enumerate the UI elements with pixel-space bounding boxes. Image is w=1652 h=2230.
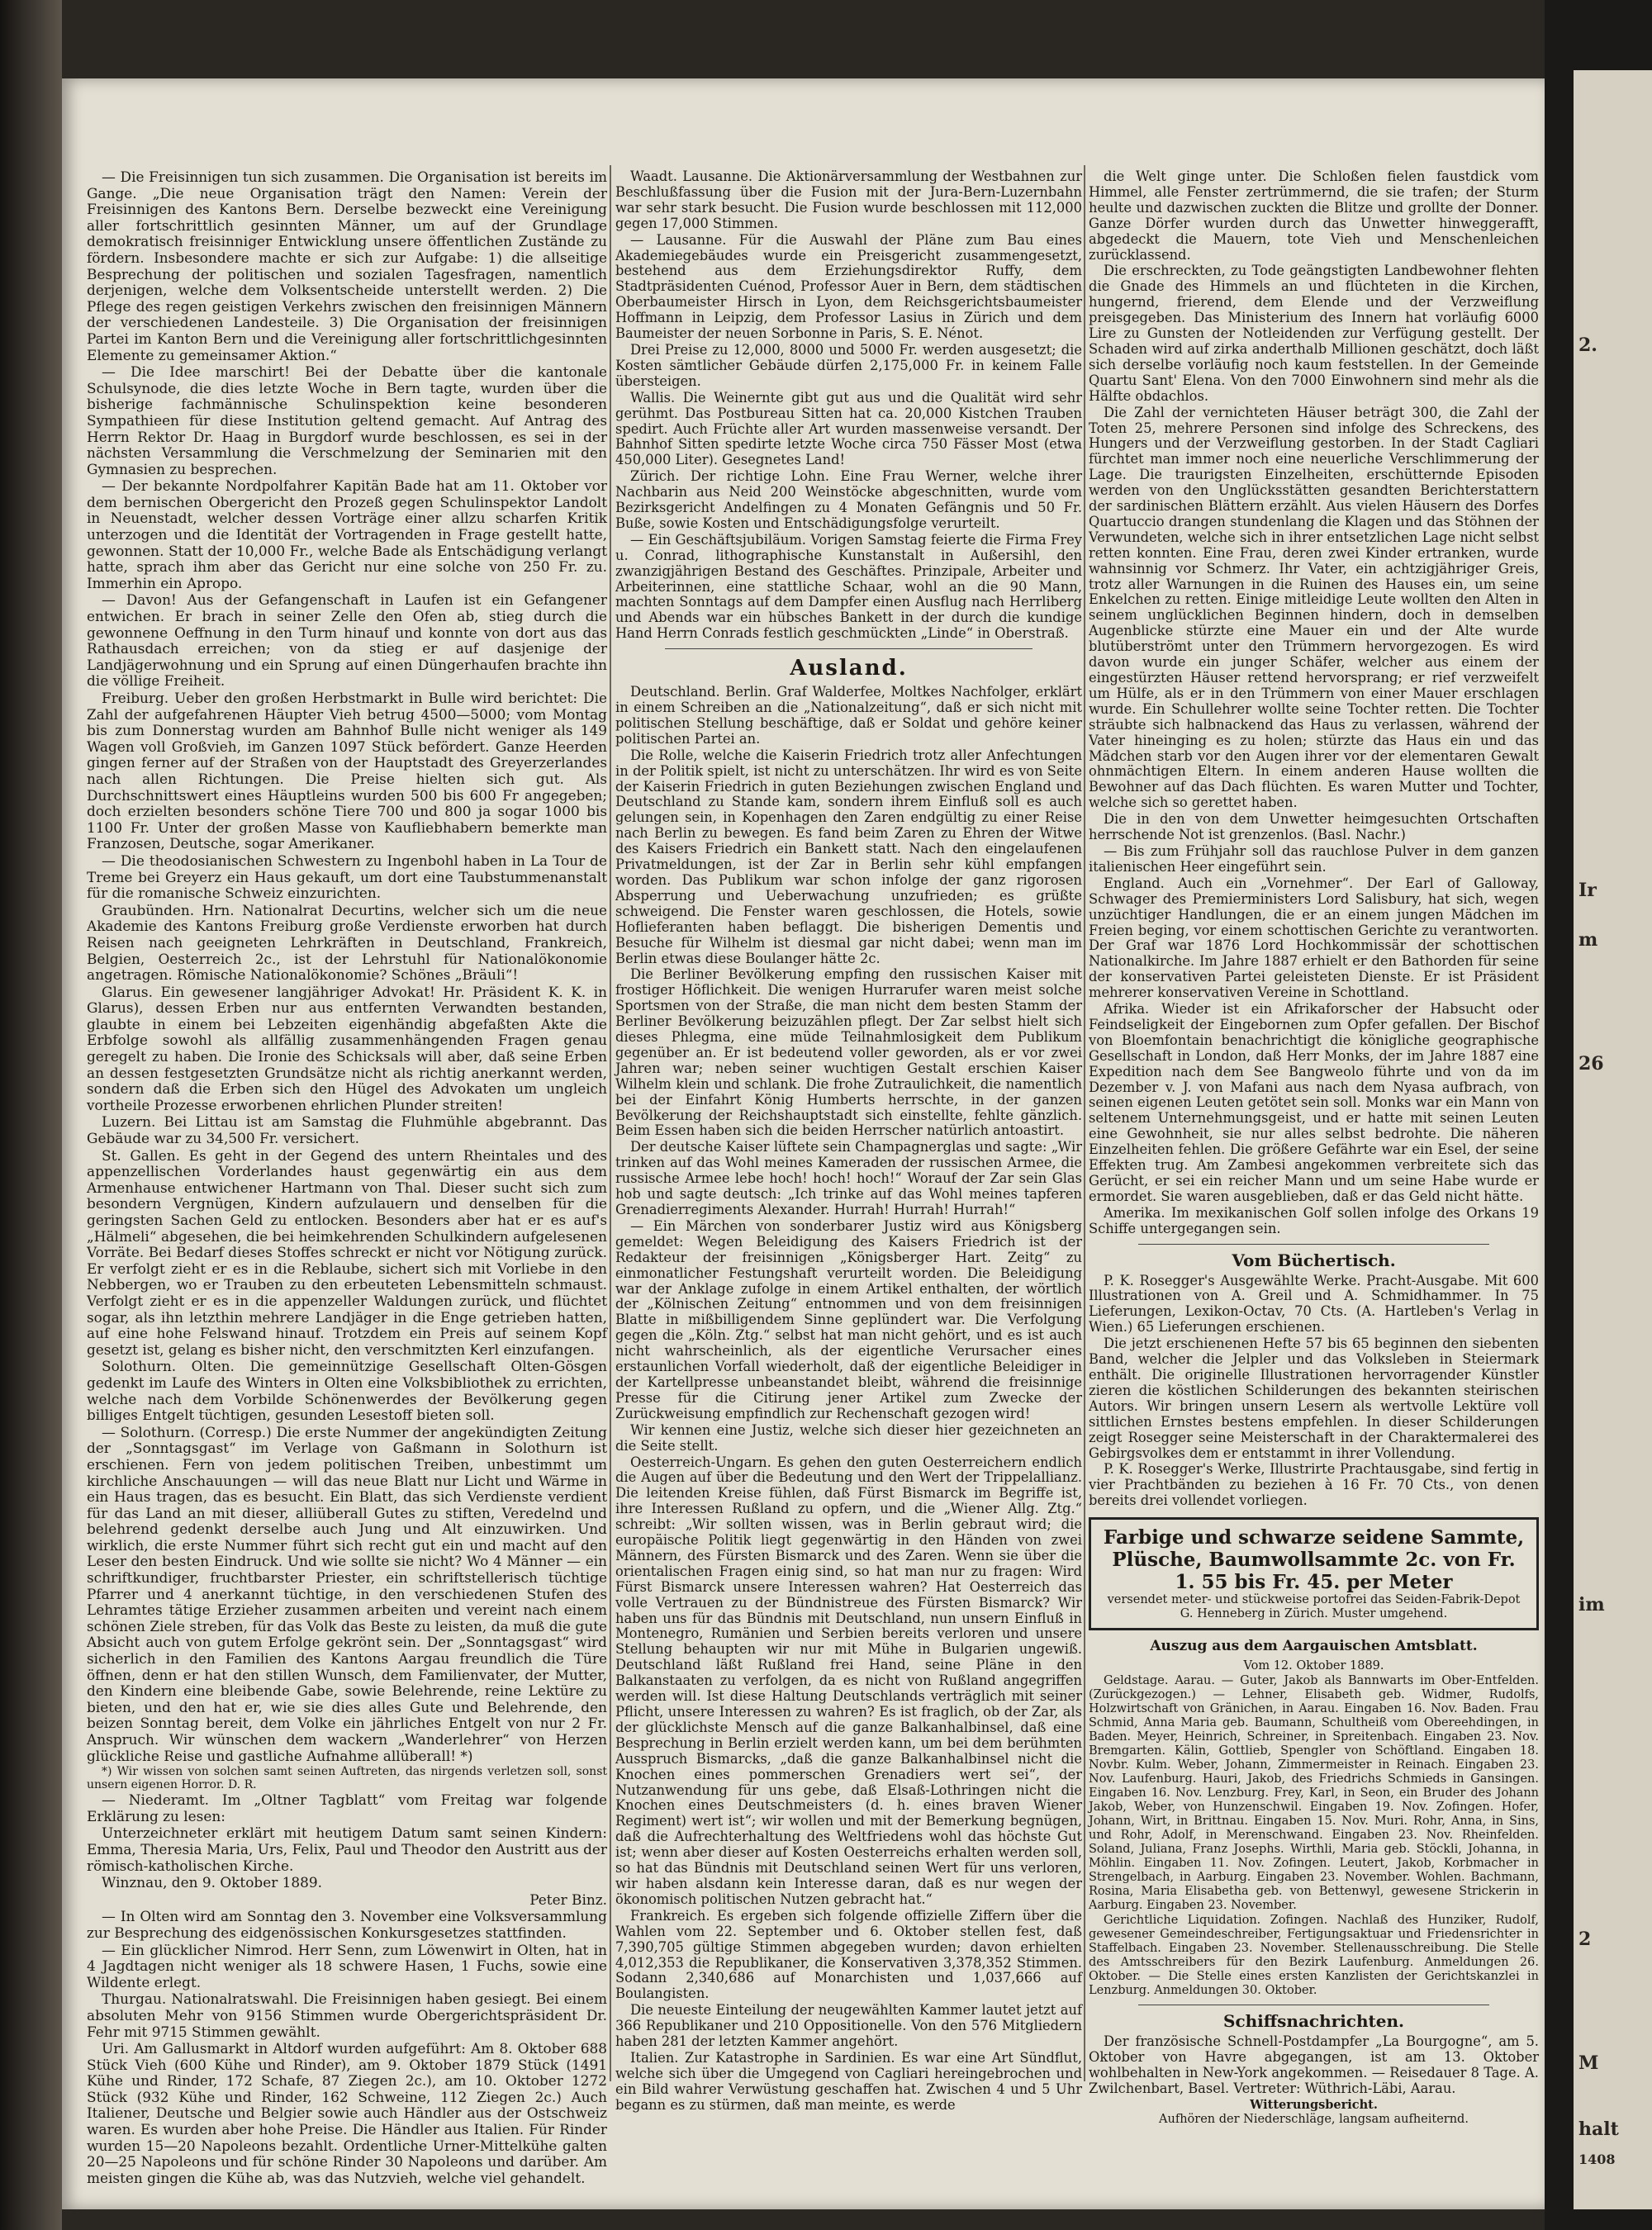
article-paragraph: Die Berliner Bevölkerung empfing den russischen Kaiser mit frostiger Höflichkeit. Die wenigen Hurrarufer waren meist solche Sportsmen von der Straße, die man nicht dem besten Stamm der Berliner Bevölkerung beizuzählen pflegt. Der Zar selbst hielt sich dieses Phlegma, eine müde Teilnahmlosigkeit dem Publikum gegenüber an. Er ist bedeutend voller geworden, als er vor zwei Jahren war; neben seiner wuchtigen Gestalt erschien Kaiser Wilhelm klein und schlank. Die frohe Zutraulichkeit, die namentlich bei der Einfahrt König Humberts herrschte, in der ganzen Bevölkerung der Reichshauptstadt sich einstellte, fehlte gänzlich. Beim Essen haben sich die beiden Herrscher natürlich antoastirt.: [615, 966, 1082, 1139]
article-paragraph: St. Gallen. Es geht in der Gegend des untern Rheintales und des appenzellischen Vorderlandes haust gegenwärtig ein aus dem Armenhause entwichener Hartmann von Thal. Dieser sucht sich zum besondern Vergnügen, Kindern aufzulauern und denselben für die geringsten Sachen Geld zu entlocken. Besonders aber hat er es auf's „Hälmeli“ abgesehen, die bei heimkehrenden Schulkindern aufgelesenen Vorräte. Bei Bedarf dieses Stoffes schreckt er nicht vor Nötigung zurück. Er verfolgt zieht er es in die Reblaube, sichert sich mit Vorliebe in den Nebbergen, wo er Trauben zu den erbeuteten Lebensmitteln schmaust. Verfolgt zieht er es in die appenzeller Waldungen zurück, und flüchtet sogar, als ihn letzthin mehrere Landjäger in die Enge getrieben hatten, auf eine hohe Felswand hinauf. Trotzdem ein Preis auf seinem Kopf gesetzt ist, gelang es bisher nicht, den verschmitzten Kerl einzufangen.: [87, 1146, 607, 1358]
article-paragraph: Uri. Am Gallusmarkt in Altdorf wurden aufgeführt: Am 8. Oktober 688 Stück Vieh (600 Kühe und Rinder), am 9. Oktober 1879 Stück (1491 Kühe und Rinder, 172 Schafe, 87 Ziegen 2c.), am 10. Oktober 1272 Stück (932 Kühe und Rinder, 162 Schweine, 112 Ziegen 2c.) Auch Italiener, Deutsche und Belgier sowie auch Händler aus der Ostschweiz waren. Es wurden aber hohe Preise. Die Händler aus Italien. Für Rinder wurden 15—20 Napoleons bezahlt. Ordentliche Urner-Mittelkühe galten 20—25 Napoleons und für schöne Rinder 30 Napoleons und darüber. Am meisten gingen die Kühe ab, was das Nutzvieh, welche viel gehandelt.: [87, 2040, 607, 2186]
column-1: [87, 169, 607, 2187]
article-paragraph: Die neueste Einteilung der neugewählten Kammer lautet jetzt auf 366 Republikaner und 210 Oppositionelle. Von den 576 Mitgliedern haben 281 der letzten Kammer angehört.: [615, 2002, 1082, 2050]
article-paragraph: Die in den von dem Unwetter heimgesuchten Ortschaften herrschende Not ist grenzenlos. (Basl. Nachr.): [1089, 811, 1539, 843]
next-page-fragment: Ir: [1578, 880, 1597, 901]
article-paragraph: Die Rolle, welche die Kaiserin Friedrich trotz aller Anfechtungen in der Politik spielt, ist nicht zu unterschätzen. Ihr wird es von Seite der Kaiserin Friedrich in guten Beziehungen zwischen England und Deutschland zu Stande kam, sondern ihrem Einfluß soll es auch gelungen sein, in Kopenhagen den Zaren endgültig zu einer Reise nach Berlin zu bewegen. Es fand beim Zaren zu Ehren der Witwe des Kaisers Friedrich ein Bankett statt. Nach den eingelaufenen Privatmeldungen, ist der Zar in Berlin sehr kühl empfangen worden. Das Publikum war schon infolge der ganz rigorosen Absperrung und Ueberwachung unzufrieden; es grüßte schweigend. Die Fenster waren geschlossen, die Hotels, sowie Hoflieferanten haben beflaggt. Die bisherigen Dementis und Besuche für Wilhelm ist diesmal gar nicht dabei; wenn man im Berlin etwas diese Boulanger hätte 2c.: [615, 747, 1082, 966]
column-3: [1089, 169, 1539, 2128]
article-paragraph: Wallis. Die Weinernte gibt gut aus und die Qualität wird sehr gerühmt. Das Postbureau Sitten hat ca. 20,000 Kistchen Trauben spedirt. Auch Früchte aller Art wurden massenweise versandt. Der Bahnhof Sitten spedirte letzte Woche circa 750 Fässer Most (etwa 450,000 Liter). Gesegnetes Land!: [615, 389, 1082, 468]
section-divider: [1138, 1244, 1489, 1245]
article-paragraph: P. K. Rosegger's Werke, Illustrirte Prachtausgabe, sind fertig in vier Prachtbänden zu beziehen à 16 Fr. 70 Cts., von denen bereits drei vollendet vorliegen.: [1089, 1461, 1539, 1509]
article-paragraph: die Welt ginge unter. Die Schloßen fielen faustdick vom Himmel, alle Fenster zertrümmernd, die sie trafen; der Sturm heulte und dazwischen zuckten die Blitze und grollte der Donner. Ganze Dörfer wurden durch das Unwetter hinweggerafft, abgedeckt die Mauern, tote Vieh und Menschenleichen zurücklassend.: [1089, 168, 1539, 263]
amtsblatt-date: Vom 12. Oktober 1889.: [1243, 1659, 1384, 1673]
article-paragraph: Zürich. Der richtige Lohn. Eine Frau Werner, welche ihrer Nachbarin aus Neid 200 Weinstöcke abgeschnitten, wurde vom Bezirksgericht Andelfingen zu 4 Monaten Gefängnis und 50 Fr. Buße, sowie Kosten und Entschädigungsfolge verurteilt.: [615, 468, 1082, 531]
column-rule: [1084, 165, 1085, 2081]
footnote: *) Wir wissen von solchen samt seinen Auftreten, das nirgends verletzen soll, sonst unsern eigenen Horror. D. R.: [87, 1765, 607, 1792]
next-page-fragment: halt: [1578, 2118, 1619, 2140]
article-paragraph: — Lausanne. Für die Auswahl der Pläne zum Bau eines Akademiegebäudes wurde ein Preisgericht zusammengesetzt, bestehend aus dem Erziehungsdirektor Ruffy, dem Stadtpräsidenten Cuénod, Professor Auer in Bern, dem städtischen Oberbaumeister Hirsch in Lyon, dem Reichsgerichtsbaumeister Hoffmann in Leipzig, dem Professor Lasius in Zürich und dem Baumeister der neuen Sorbonne in Paris, S. E. Nénot.: [615, 231, 1082, 342]
article-paragraph: Glarus. Ein gewesener langjähriger Advokat! Hr. Präsident K. K. in Glarus), dessen Erben nur aus entfernten Verwandten bestanden, glaubte in einem bei Lebzeiten eigenhändig abgefaßten Akte die Erbfolge sowohl als allfällig zusammenhängenden Fragen genau geregelt zu haben. Die Ironie des Schicksals will aber, daß seine Erben an dessen festgesetzten Grundsätze nicht als richtig anerkannt werden, sondern daß die Erben sich den Hügel des Advokaten um ungleich vortheile Prozesse erworbenen ehrlichen Plunder streiten!: [87, 983, 607, 1113]
advertisement-box: [1089, 1517, 1539, 1630]
article-paragraph: Die Zahl der vernichteten Häuser beträgt 300, die Zahl der Toten 25, mehrere Personen sind infolge des Schreckens, des Hungers und der Verzweiflung gestorben. In der Stadt Cagliari fürchtet man immer noch eine neuerliche Verschlimmerung der Lage. Die traurigsten Einzelheiten, erschütternde Episoden werden von den Unglücksstätten gesandten Berichterstattern der sardinischen Blättern erzählt. Aus vielen Häusern des Dorfes Quartuccio drangen stundenlang die Klagen und das Stöhnen der Verwundeten, welche sich in ihrer entsetzlichen Lage nicht selbst retten konnten. Eine Frau, deren zwei Kinder ertranken, wurde wahnsinnig vor Schmerz. Ihr Vater, ein achtzigjähriger Greis, trotz aller Warnungen in die Ruinen des Hauses ein, um seine Enkelchen zu retten. Einige mitleidige Leute wollten den Alten in seinem unglücklichen Beginnen hindern, doch in demselben Augenblicke stürzte eine Mauer ein und der Alte wurde blutüberströmt unter den Trümmern hervorgezogen. Es wird davon wurde ein junger Schäfer, welcher aus einem der eingestürzten Häuser rettend hervorsprang; er rief verzweifelt um Hülfe, als er in den Trümmern von einer Mauer erschlagen wurde. Ein Schullehrer wollte seine Tochter retten. Die Tochter sträubte sich halbnackend das Haus zu verlassen, während der Vater hineinging es zu holen; stürzte das Haus ein und das Mädchen starb vor den Augen ihrer vor der elementaren Gewalt ohnmächtigen Eltern. In einem anderen Hause wollten die Bewohner auf das Dach flüchten. Es waren Mutter und Tochter, welche sich so gerettet haben.: [1089, 404, 1539, 811]
column-2: [615, 169, 1082, 2114]
next-page-fragment: im: [1578, 1594, 1605, 1616]
column-rule: [610, 165, 611, 2081]
article-paragraph: — Niederamt. Im „Oltner Tagblatt“ vom Freitag war folgende Erklärung zu lesen:: [87, 1791, 607, 1824]
article-paragraph: — Die Freisinnigen tun sich zusammen. Die Organisation ist bereits im Gange. „Die neue Organisation trägt den Namen: Verein der Freisinnigen des Kantons Bern. Derselbe bezweckt eine Vereinigung aller fortschrittlich gesinnten Männer, um auf der Grundlage demokratisch freisinniger Entwicklung unsere öffentlichen Zustände zu fördern. Insbesondere machte er sich zur Aufgabe: 1) die allseitige Besprechung der politischen und sozialen Tagesfragen, namentlich derjenigen, welche dem Volksentscheide unterstellt werden. 2) Die Pflege des regen geistigen Verkehrs zwischen den freisinnigen Männern der verschiedenen Landesteile. 3) Die Organisation der freisinnigen Partei im Kanton Bern und die Vereinigung aller fortschrittlichgesinnten Elemente zu gemeinsamer Aktion.“: [87, 168, 607, 363]
article-paragraph: Unterzeichneter erklärt mit heutigem Datum samt seinen Kindern: Emma, Theresia Maria, Urs, Felix, Paul und Theodor den Austritt aus der römisch-katholischen Kirche.: [87, 1824, 607, 1874]
article-paragraph: Waadt. Lausanne. Die Aktionärversammlung der Westbahnen zur Beschlußfassung über die Fusion mit der Jura-Bern-Luzernbahn war sehr stark besucht. Die Fusion wurde beschlossen mit 112,000 gegen 17,000 Stimmen.: [615, 168, 1082, 231]
article-paragraph: Italien. Zur Katastrophe in Sardinien. Es war eine Art Sündflut, welche sich über die Umgegend von Cagliari hereingebrochen und ein Bild wahrer Verwüstung geschaffen hat. Zwischen 4 und 5 Uhr begann es zu stürmen, daß man meinte, es werde: [615, 2049, 1082, 2113]
next-page-fragment: 2.: [1578, 334, 1597, 356]
article-paragraph: Amerika. Im mexikanischen Golf sollen infolge des Orkans 19 Schiffe untergegangen sein.: [1089, 1204, 1539, 1236]
next-page-fragment: 2: [1578, 1929, 1592, 1950]
next-page-edge: [1574, 70, 1652, 2209]
article-paragraph: Freiburg. Ueber den großen Herbstmarkt in Bulle wird berichtet: Die Zahl der aufgefahrenen Häupter Vieh betrug 4500—5000; vom Montag bis zum Donnerstag wurden am Bahnhof Bulle nicht weniger als 149 Wagen voll Großvieh, im Ganzen 1097 Stück befördert. Ganze Heerden gingen ferner auf der Straßen von der Hauptstadt des Greyerzerlandes nach allen Richtungen. Die Preise hielten sich gut. Als Durchschnittswert eines Häuptleins wurden 500 bis 600 Fr angegeben; doch erzielten besonders schöne Tiere 700 und 800 ja sogar 1000 bis 1100 Fr. Unter der großen Masse von Kaufliebhabern bemerkte man Franzosen, Deutsche, sogar Amerikaner.: [87, 690, 607, 852]
article-paragraph: — Ein Geschäftsjubiläum. Vorigen Samstag feierte die Firma Frey u. Conrad, lithographische Kunstanstalt in Außersihl, den zwanzigjährigen Bestand des Geschäftes. Prinzipale, Arbeiter und Arbeiterinnen, eine stattliche Schaar, wohl an die 90 Mann, machten Sonntags auf dem Dampfer einen Ausflug nach Herrliberg und Abends war ein hübsches Bankett in der durch die kundige Hand Herrn Conrads festlich geschmückten „Linde“ in Oberstraß.: [615, 531, 1082, 642]
next-page-fragment: m: [1578, 929, 1598, 951]
book-binding-left: [0, 0, 62, 2230]
article-paragraph: Drei Preise zu 12,000, 8000 und 5000 Fr. werden ausgesetzt; die Kosten sämtlicher Gebäude dürfen 2,175,000 Fr. in keinem Falle übersteigen.: [615, 341, 1082, 389]
section-heading-buechertisch: Vom Büchertisch.: [1232, 1250, 1396, 1270]
dateline: Winznau, den 9. Oktober 1889.: [102, 1874, 322, 1891]
next-page-fragment: M: [1578, 2052, 1599, 2074]
ad-text: versendet meter- und stückweise portofrei das Seiden-Fabrik-Depot G. Henneberg in Zürich. Muster umgehend.: [1107, 1593, 1521, 1621]
article-paragraph: Luzern. Bei Littau ist am Samstag die Fluhmühle abgebrannt. Das Gebäude war zu 34,500 Fr. versichert.: [87, 1113, 607, 1147]
weather-text: Aufhören der Niederschläge, langsam aufheiternd.: [1159, 2112, 1469, 2126]
article-paragraph: P. K. Rosegger's Ausgewählte Werke. Pracht-Ausgabe. Mit 600 Illustrationen von A. Greil und A. Schmidhammer. In 75 Lieferungen, Lexikon-Octav, 70 Cts. (A. Hartleben's Verlag in Wien.) 65 Lieferungen erschienen.: [1089, 1272, 1539, 1336]
article-paragraph: England. Auch ein „Vornehmer“. Der Earl of Galloway, Schwager des Premierministers Lord Salisbury, hat sich, wegen unzüchtiger Handlungen, die er an einem jungen Mädchen im Freien beging, vor einem schottischen Gerichte zu verantworten. Der Graf war 1876 Lord Hochkommissär der schottischen Nationalkirche. Im Jahre 1887 erhielt er den Bathorden für seine der konservativen Partei geleisteten Dienste. Er ist Präsident mehrerer konservativen Vereine in Schottland.: [1089, 875, 1539, 1001]
signature-name: Peter Binz.: [529, 1891, 607, 1908]
ship-news-heading: Schiffsnachrichten.: [1223, 2011, 1404, 2032]
article-paragraph: Deutschland. Berlin. Graf Walderfee, Moltkes Nachfolger, erklärt in einem Schreiben an die „Nationalzeitung“, daß er sich nicht mit politischen Stellung beschäftige, daß er Soldat und gehöre keiner politischen Partei an.: [615, 684, 1082, 747]
article-paragraph: Oesterreich-Ungarn. Es gehen den guten Oesterreichern endlich die Augen auf über die Bedeutung und den Wert der Trippelallianz. Die leitenden Kreise fühlen, daß Fürst Bismarck im Begriffe ist, ihre Interessen Rußland zu opfern, und die „Wiener Allg. Ztg.“ schreibt: „Wir sollten wissen, was in Berlin gebraut wird; die europäische Politik liegt gegenwärtig in den Händen von zwei Männern, des Fürsten Bismarck und des Zaren. Wenn sie über die orientalischen Fragen einig sind, so hat man nur zu fragen: Wird Fürst Bismarck unsere Interessen wahren? Hat Oesterreich das volle Vertrauen zu der Bündnistreue des Fürsten Bismarck? Wir haben uns für das Bündnis mit Deutschland, nun unsern Einfluß in Montenegro, Rumänien und Serbien bereits verloren und unsere Stellung behaupten wir nur mit Mühe in Bulgarien ungewiß. Deutschland läßt Rußland frei Hand, seine Pläne in den Balkanstaaten zu verfolgen, da es nicht von Rußland angegriffen werden will. Ist diese Haltung Deutschlands verträglich mit seiner Pflicht, unsere Interessen zu wahren? Es ist fraglich, ob der Zar, als der glücklichste Mensch auf die ganze Balkanhalbinsel, daß eine Besprechung in Berlin erzielt werden kann, um bei dem berühmten Ausspruch Bismarcks, „daß die ganze Balkanhalbinsel nicht die Knochen eines pommerschen Grenadiers wert sei“, der Nutzanwendung für uns gebe, daß Elsaß-Lothringen nicht die Knochen eines Deutschmeisters (d. h. eines braven Wiener Regiment) wert ist“; wir wollen und mit der Bemerkung begnügen, daß die Aufrechterhaltung des Weltfriedens wohl das höchste Gut ist; wenn aber dieser auf Kosten Oesterreichs erhalten werden soll, so hat das Bündnis mit Deutschland seinen Wert für uns verloren, wir haben alsdann kein Interesse daran, daß es nur wegen der ökonomisch politischen Nutzen gebracht hat.“: [615, 1454, 1082, 1907]
section-heading-ausland: Ausland.: [790, 656, 908, 681]
section-divider: [665, 648, 1032, 649]
ad-headline: Farbige und schwarze seidene Sammte, Plüsche, Baumwollsammte 2c. von Fr. 1. 55 bis Fr. 45. per Meter: [1103, 1526, 1525, 1594]
article-paragraph: Afrika. Wieder ist ein Afrikaforscher der Habsucht oder Feindseligkeit der Eingebornen zum Opfer gefallen. Der Bischof von Bloemfontain benachrichtigt die königliche geographische Gesellschaft in London, daß Herr Monks, der im Jahre 1887 eine Expedition nach dem See Bangweolo führte und von da im Dezember v. J. von Mafani aus nach dem Nyasa aufbrach, von seinen eigenen Leuten getötet sein soll. Monks war ein Mann von seltenem Unternehmungsgeist, und er hatte mit seinen Leuten eine Gewohnheit, sie nur alles selbst bedrohte. Die näheren Einzelheiten fehlen. Die größere Gefährte war ein Esel, der seine Effekten trug. Am Zambesi angekommen verbreitete sich das Gerücht, er sei ein reicher Mann und um seine Habe wurde er ermordet. Sie waren ausgeblieben, daß er das Geld nicht hätte.: [1089, 1001, 1539, 1204]
article-paragraph: Die jetzt erschienenen Hefte 57 bis 65 beginnen den siebenten Band, welcher die Jelpler und das Volksleben in Steiermark enthält. Die originelle Illustrationen hervorragender Künstler zieren die köstlichen Schilderungen des bekannten steirischen Autors. Wir bringen unsern Lesern als wertvolle Lektüre voll sittlichen Ernstes bestens empfehlen. In dieser Schilderungen zeigt Rosegger seine Meisterschaft in der Charaktermalerei des Gebirgsvolkes dem er entstammt in ihrer Vollendung.: [1089, 1336, 1539, 1461]
next-page-fragment: 26: [1578, 1053, 1604, 1075]
article-paragraph: — Die theodosianischen Schwestern zu Ingenbohl haben in La Tour de Treme bei Greyerz ein Haus gekauft, um dort eine Taubstummenanstalt für die romanische Schweiz einzurichten.: [87, 852, 607, 902]
article-paragraph: — Davon! Aus der Gefangenschaft in Laufen ist ein Gefangener entwichen. Er brach in seiner Zelle den Ofen ab, stieg durch die gewonnene Oeffnung in den Turm hinauf und konnte von dort aus das Rathausdach erreichen; von da stieg er auf dasjenige der Landjägerwohnung und ein Sprung auf einen Düngerhaufen brachte ihn die völlige Freiheit.: [87, 591, 607, 690]
article-paragraph: Wir kennen eine Justiz, welche sich dieser hier gezeichneten an die Seite stellt.: [615, 1421, 1082, 1454]
article-paragraph: Der deutsche Kaiser lüftete sein Champagnerglas und sagte: „Wir trinken auf das Wohl meines Kameraden der russischen Armee, die russische Armee lebe hoch! hoch! hoch!“ Worauf der Zar sein Glas hob und sagte deutsch: „Ich trinke auf das Wohl meines tapferen Grenadierregiments Alexander. Hurrah! Hurrah! Hurrah!“: [615, 1139, 1082, 1217]
article-paragraph: Solothurn. Olten. Die gemeinnützige Gesellschaft Olten-Gösgen gedenkt im Laufe des Winters in Olten eine Volksbibliothek zu errichten, welche nach dem Vorbilde Schönenwerdes der Bevölkerung gegen billiges Entgelt tüchtigen, gesunden Lesestoff bieten soll.: [87, 1358, 607, 1424]
article-paragraph: — Der bekannte Nordpolfahrer Kapitän Bade hat am 11. Oktober vor dem bernischen Obergericht den Prozeß gegen Schulinspektor Landolt in Neuenstadt, welcher dessen Vorträge einer allzu scharfen Kritik unterzogen und die Identität der Vortragenden in Frage gestellt hatte, gewonnen. Statt der 10,000 Fr., welche Bade als Entschädigung verlangt hatte, sprach ihm aber das Gericht nur eine solche von 250 Fr. zu. Immerhin ein Apropo.: [87, 477, 607, 591]
article-paragraph: — Ein glücklicher Nimrod. Herr Senn, zum Löwenwirt in Olten, hat in 4 Jagdtagen nicht weniger als 18 schwere Hasen, 1 Fuchs, sowie eine Wildente erlegt.: [87, 1941, 607, 1990]
article-paragraph: — Bis zum Frühjahr soll das rauchlose Pulver in dem ganzen italienischen Heer eingeführt sein.: [1089, 842, 1539, 875]
amtsblatt-heading: Auszug aus dem Aargauischen Amtsblatt.: [1150, 1638, 1478, 1655]
article-paragraph: Graubünden. Hrn. Nationalrat Decurtins, welcher sich um die neue Akademie des Kantons Freiburg große Verdienste erworben hat durch Reisen nach geeigneten Lehrkräften in Deutschland, Frankreich, Belgien, Oesterreich 2c., ist der Lehrstuhl für Nationalökonomie angetragen. Römische Nationalökonomie? Schönes „Bräuli“!: [87, 901, 607, 984]
article-paragraph: Frankreich. Es ergeben sich folgende offizielle Ziffern über die Wahlen vom 22. September und 6. Oktober stellen fest, daß 7,390,705 gültige Stimmen abgegeben wurden; davon erhielten 4,012,353 die Republikaner, die Konservativen 3,378,352 Stimmen. Sodann 2,340,686 auf Monarchisten und 1,037,666 auf Boulangisten.: [615, 1907, 1082, 2002]
article-paragraph: — Ein Märchen von sonderbarer Justiz wird aus Königsberg gemeldet: Wegen Beleidigung des Kaisers Friedrich ist der Redakteur der freisinnigen „Königsberger Hart. Zeitg“ zu einmonatlicher Festungshaft verurteilt worden. Die Beleidigung war der Anklage zufolge in einem Artikel enthalten, der wörtlich der „Kölnischen Zeitung“ entnommen und von dem freisinnigen Blatte in mißbilligendem Sinne geplündert war. Die Verfolgung gegen die „Köln. Ztg.“ selbst hat man nicht gehört, und es ist auch nicht wahrscheinlich, als der eigentliche Verursacher eines erstaunlichen Vorfall wiederholt, daß der eigentliche Beleidiger in der Kartellpresse unbeanstandet bleibt, während die freisinnige Presse für die Citirung jener Artikel zum Zwecke der Zurückweisung empfindlich zur Rechenschaft gezogen wird!: [615, 1217, 1082, 1421]
ship-news-text: Der französische Schnell-Postdampfer „La Bourgogne“, am 5. Oktober von Havre abgegangen, ist am 13. Oktober wohlbehalten in New-York angekommen. — Reisedauer 8 Tage. A. Zwilchenbart, Basel. Vertreter: Wüthrich-Läbi, Aarau.: [1089, 2033, 1539, 2096]
article-paragraph: — Solothurn. (Corresp.) Die erste Nummer der angekündigten Zeitung der „Sonntagsgast“ im Verlage von Gaßmann in Solothurn ist erschienen. Fern von jedem politischen Treiben, unbestimmt um kirchliche Anschauungen — will das neue Blatt nur Licht und Wärme in ein Haus tragen, das es besucht. Ein Blatt, das sich Verdienste verdient für das Land an mit dieser, alliüberall Gutes zu stiften, Veredelnd und belehrend gedenkt derselbe auch Jung und Alt einzuwirken. Und wirklich, die erste Nummer führt sich recht gut ein und macht auf den Leser den besten Eindruck. Und wie sollte sie nicht? Wo 4 Männer — ein schriftkundiger, fruchtbarster Priester, ein schriftstellerisch tüchtige Pfarrer und 4 anerkannt tüchtige, in den verschiedenen Stufen des Lehramtes tätige Erzieher zusammen arbeiten und vereint nach einem schönen Ziele streben, für das Volk das Beste zu leisten, da muß die gute Absicht auch von gutem Erfolge gekrönt sein. Der „Sonntagsgast“ wird sicherlich in den Familien des Kantons Aargau freundlich die Türe öffnen, denn er hat den stillen Wunsch, dem Familienvater, der Mutter, den Kindern eine bleibende Gabe, sowie Belehrende, reine Lektüre zu bieten, und den hat er, wie sie dies alles Gute und Belehrende, den beizen Sonntag bereit, dem Volke ein jährliches Entgelt von nur 2 Fr. Anspruch. Wir wünschen dem wackern „Wanderlehrer“ von Herzen glückliche Reise und gastliche Aufnahme allüberall! *): [87, 1423, 607, 1764]
amtsblatt-text: Gerichtliche Liquidation. Zofingen. Nachlaß des Hunziker, Rudolf, gewesener Gemeindeschreiber, Fertigungsaktuar und Friedensrichter in Staffelbach. Eingaben 23. November. Stellenausschreibung. Die Stelle des Amtsschreibers für den Bezirk Laufenburg. Anmeldungen 26. Oktober. — Die Stelle eines ersten Kanzlisten der Gerichtskanzlei in Lenzburg. Anmeldungen 30. Oktober.: [1089, 1914, 1539, 1998]
next-page-fragment: 1408: [1578, 2152, 1616, 2167]
article-paragraph: — In Olten wird am Sonntag den 3. November eine Volksversammlung zur Besprechung des eidgenössischen Konkursgesetzes stattfinden.: [87, 1908, 607, 1941]
weather-heading: Witterungsbericht.: [1250, 2097, 1378, 2112]
article-paragraph: Die erschreckten, zu Tode geängstigten Landbewohner flehten die Gnade des Himmels an und flüchteten in die Kirchen, hungernd, frierend, dem Elende und der Verzweiflung preisgegeben. Das Ministerium des Innern hat vorläufig 6000 Lire zu Gunsten der Notleidenden zur Verfügung gestellt. Der Schaden wird auf zirka anderthalb Millionen geschätzt, doch läßt sich derselbe vorläufig noch kaum feststellen. In der Gemeinde Quartu Sant' Elena. Von den 7000 Einwohnern sind mehr als die Hälfte obdachlos.: [1089, 263, 1539, 404]
amtsblatt-text: Geldstage. Aarau. — Guter, Jakob als Bannwarts im Ober-Entfelden. (Zurückgezogen.) — Lehner, Elisabeth geb. Widmer, Rudolfs, Holzwirtschaft von Gränichen, in Aarau. Eingaben 16. Nov. Baden. Frau Schmid, Anna Maria geb. Baumann, Schultheiß vom Obereehdingen, in Baden. Meyer, Heinrich, Schreiner, in Spreitenbach. Eingaben 23. Nov. Bremgarten. Kälin, Gottlieb, Spengler von Schöftland. Eingaben 18. Novbr. Kulm. Weber, Johann, Zimmermeister in Reinach. Eingaben 23. Nov. Laufenburg. Hauri, Jakob, des Friedrichs Schmieds in Gansingen. Eingaben 16. Nov. Lenzburg. Frey, Karl, in Seon, ein Bruder des Johann Jakob, Weber, von Hunzenschwil. Eingaben 19. Nov. Zofingen. Hofer, Johann, Wirt, in Brittnau. Eingaben 15. Nov. Muri. Rohr, Anna, in Sins, und Rohr, Adolf, in Merenschwand. Eingaben 23. Nov. Rheinfelden. Soland, Juliana, Franz Josephs. Wirthli, Maria geb. Stöckli, Johanna, in Möhlin. Eingaben 11. Nov. Zofingen. Leutert, Jakob, Korbmacher in Strengelbach, in Aarburg. Eingaben 23. November. Wohlen. Bachmann, Rosina, Maria Elisabetha geb. von Bettenwyl, gewesene Strickerin in Aarburg. Eingaben 23. November.: [1089, 1674, 1539, 1913]
article-paragraph: — Die Idee marschirt! Bei der Debatte über die kantonale Schulsynode, die dies letzte Woche in Bern tagte, wurden über die bisherige fachmännische Schulinspektion keine besonderen Sympathieen für diese Institution geltend gemacht. Auf Antrag des Herrn Rektor Dr. Haag in Burgdorf wurde beschlossen, es sei in der nächsten Versammlung die Verschmelzung der Seminarien mit den Gymnasien zu besprechen.: [87, 363, 607, 477]
article-paragraph: Thurgau. Nationalratswahl. Die Freisinnigen haben gesiegt. Bei einem absoluten Mehr von 9156 Stimmen wurde Obergerichtspräsident Dr. Fehr mit 9715 Stimmen gewählt.: [87, 1990, 607, 2040]
